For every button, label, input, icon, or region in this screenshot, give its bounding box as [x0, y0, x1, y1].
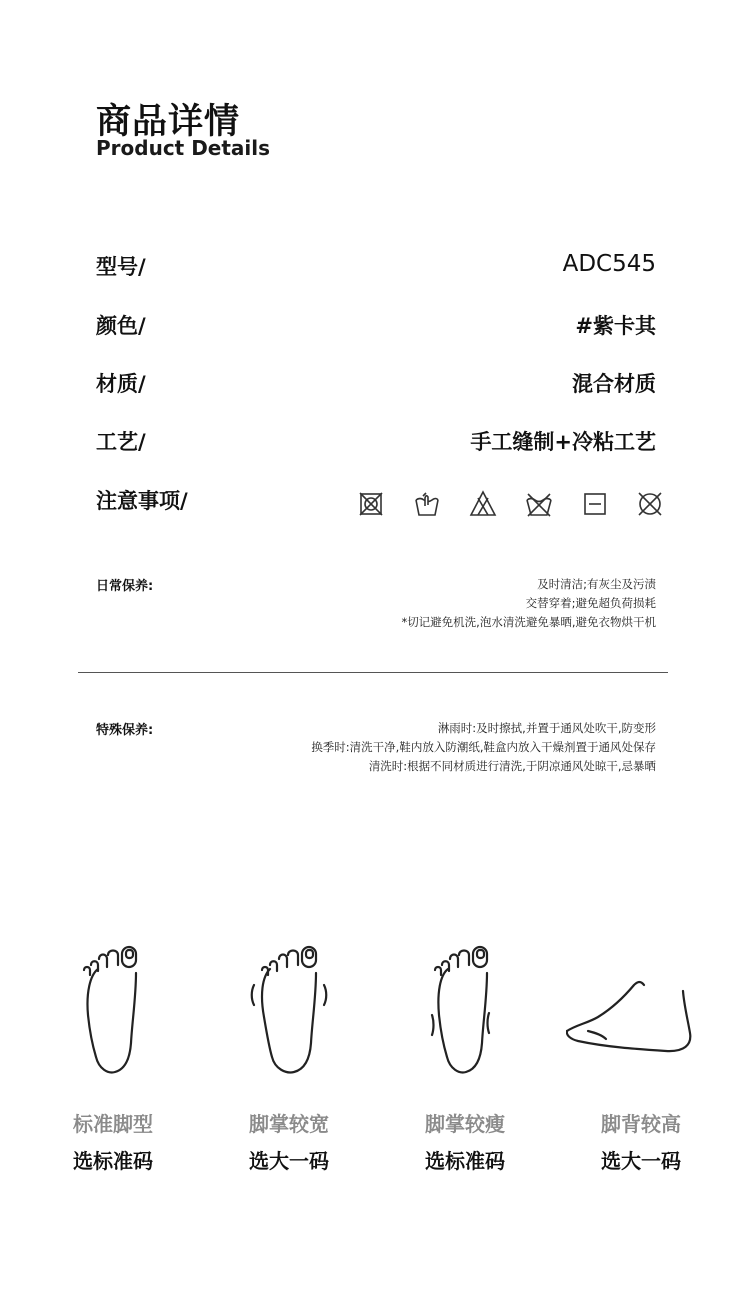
size-advice-label: 选标准码 — [73, 1149, 153, 1173]
fit-guide-high-instep — [566, 935, 716, 1185]
daily-care-line: 及时清洁;有灰尘及污渍 — [537, 577, 656, 591]
size-advice-label: 选标准码 — [425, 1149, 505, 1173]
size-advice-label: 选大一码 — [249, 1149, 329, 1173]
foot-type-label: 脚掌较瘦 — [425, 1112, 505, 1136]
dry-flat-icon — [579, 488, 611, 520]
special-care-lines — [311, 719, 656, 776]
fit-guide-standard — [38, 935, 188, 1185]
spec-row-craft — [96, 426, 656, 462]
fit-guide-wide — [214, 935, 364, 1185]
special-care-title: 特殊保养: — [96, 723, 154, 738]
foot-type-label: 脚掌较宽 — [249, 1112, 329, 1136]
spec-row-color — [96, 310, 656, 346]
daily-care-title: 日常保养: — [96, 579, 154, 594]
narrow-foot-icon — [390, 935, 540, 1085]
spec-label: 注意事项/ — [96, 489, 188, 513]
spec-value: #紫卡其 — [575, 314, 656, 338]
no-dry-clean-icon — [634, 488, 666, 520]
page-subtitle: Product Details — [96, 136, 271, 160]
section-divider — [78, 672, 668, 673]
spec-label: 工艺/ — [96, 430, 146, 454]
foot-type-label: 标准脚型 — [73, 1112, 153, 1136]
wide-foot-icon — [214, 935, 364, 1085]
high-instep-foot-icon — [566, 935, 716, 1085]
special-care-line: 淋雨时:及时擦拭,并置于通风处吹干,防变形 — [437, 721, 656, 735]
page-title: 商品详情 — [96, 102, 241, 142]
spec-value: 混合材质 — [572, 372, 656, 396]
daily-care-line: 交替穿着;避免超负荷损耗 — [525, 596, 656, 610]
spec-row-model — [96, 251, 656, 287]
daily-care-line: *切记避免机洗,泡水清洗避免暴晒,避免衣物烘干机 — [401, 615, 656, 629]
special-care-line: 换季时:清洗干净,鞋内放入防潮纸,鞋盒内放入干燥剂置于通风处保存 — [311, 740, 656, 754]
special-care-line: 清洗时:根据不同材质进行清洗,于阴凉通风处晾干,忌暴晒 — [368, 759, 656, 773]
standard-foot-icon — [38, 935, 188, 1085]
no-wash-icon — [523, 488, 555, 520]
special-care-section — [96, 719, 656, 779]
daily-care-section — [96, 575, 656, 635]
care-icons — [352, 488, 664, 520]
fit-guide-narrow — [390, 935, 540, 1185]
spec-label: 颜色/ — [96, 314, 146, 338]
spec-label: 材质/ — [96, 372, 146, 396]
no-bleach-icon — [467, 488, 499, 520]
spec-value: 手工缝制+冷粘工艺 — [470, 430, 656, 454]
no-tumble-dry-icon — [355, 488, 387, 520]
hand-wash-icon — [411, 488, 443, 520]
foot-type-label: 脚背较高 — [601, 1112, 681, 1136]
spec-row-material — [96, 368, 656, 404]
spec-label: 型号/ — [96, 255, 146, 279]
daily-care-lines — [401, 575, 656, 632]
size-advice-label: 选大一码 — [601, 1149, 681, 1173]
spec-value: ADC545 — [562, 251, 656, 277]
